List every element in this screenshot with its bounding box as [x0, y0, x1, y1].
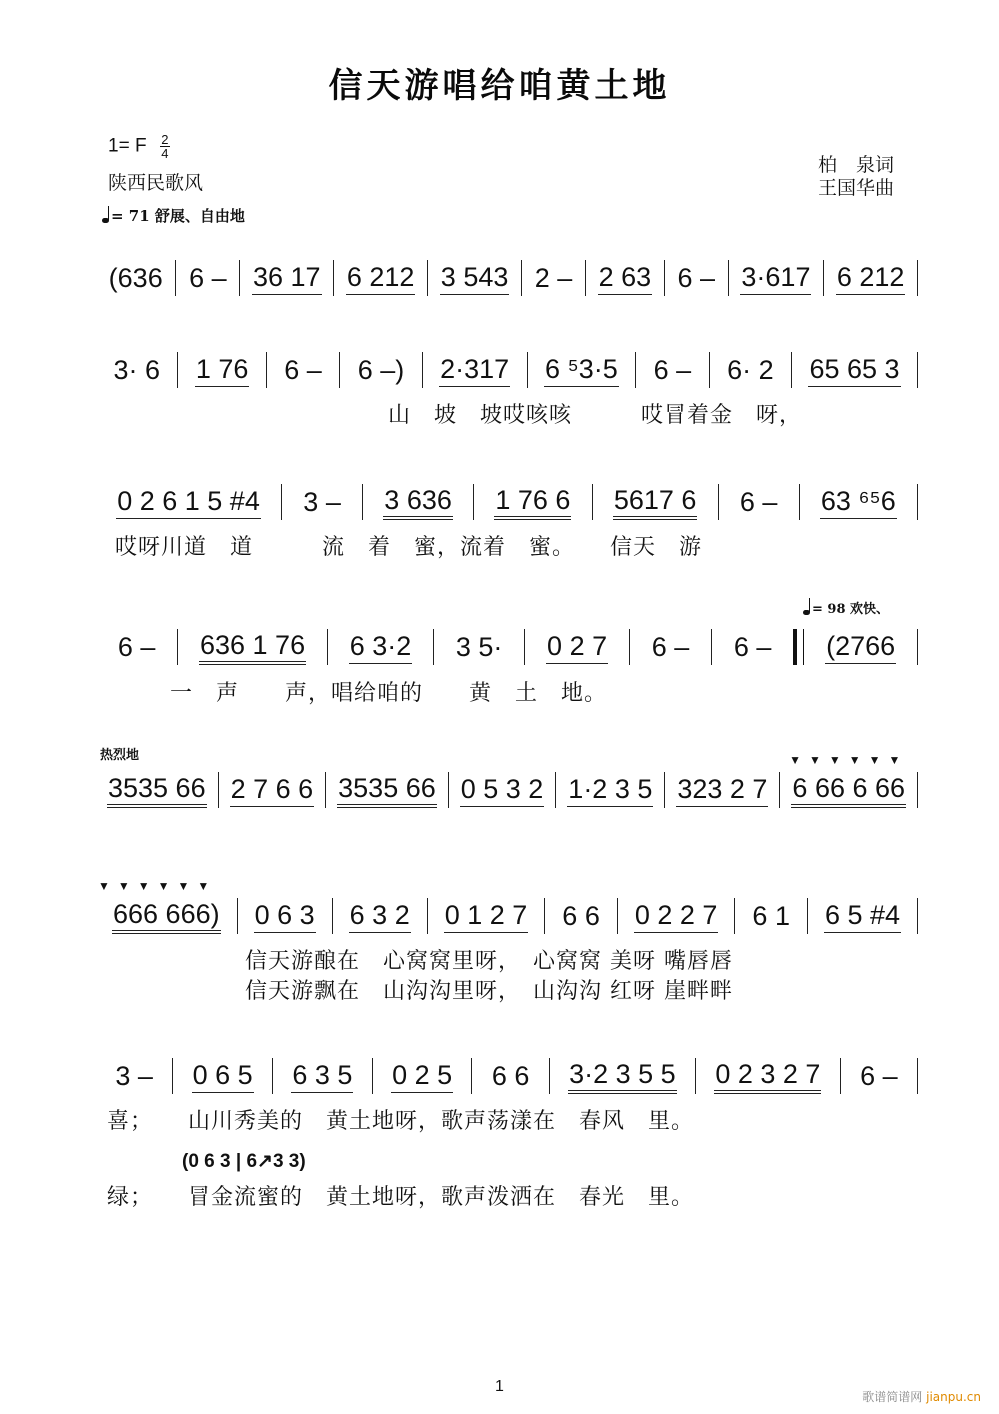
style-label: 陕西民歌风 [108, 173, 204, 194]
measure: 6 3 2 [333, 900, 427, 933]
measure: 6 3·2 [328, 631, 433, 664]
measure: 5617 6 [593, 485, 718, 520]
lyrics-line-7-verse-1: 喜； 山川秀美的 黄土地呀，歌声荡漾在 春风 里。 [107, 1109, 695, 1134]
key-signature [108, 133, 170, 160]
staff-line-4 [96, 627, 918, 667]
measure: 3 – [303, 486, 341, 517]
measure: 323 2 7 [665, 774, 779, 807]
measure: 6 5 #4 [808, 900, 917, 933]
page-number: 1 [495, 1378, 504, 1395]
measure: 6 1 [752, 900, 790, 931]
lyrics-line-3: 哎呀川道 道 流 着 蜜，流着 蜜。 信天 游 [115, 535, 703, 560]
song-title: 信天游唱给咱黄土地 [328, 66, 671, 106]
tempo-marking-2-cont: 热烈地 [100, 748, 140, 763]
measure: 0 2 2 7 [618, 900, 735, 933]
measure: 0 6 5 [173, 1060, 272, 1093]
tempo-marking-1: = 71 舒展、自由地 [102, 205, 245, 226]
measure: 0 2 7 [525, 631, 629, 664]
measure: 2·317 [423, 354, 527, 387]
measure: 6 – [117, 631, 156, 662]
measure: 3·617 [729, 262, 823, 295]
measure: 6 – [653, 354, 692, 385]
measure: 6 – [739, 486, 778, 517]
measure: 63 ⁶⁵6 [800, 486, 917, 519]
measure: 6 – [189, 262, 227, 293]
measure: 1 76 [178, 354, 265, 387]
staff-line-1 [96, 258, 918, 298]
measure: 3535 66 [326, 773, 448, 808]
measure: 6 6 [491, 1060, 530, 1091]
staff-line-6 [96, 878, 918, 936]
repeat-barline [793, 629, 804, 665]
composer: 王国华曲 [818, 178, 895, 199]
key-label: 1= F [108, 135, 147, 157]
staff-line-7 [96, 1056, 918, 1096]
lyricist: 柏 泉词 [818, 155, 895, 176]
measure: 6 6 [562, 900, 600, 931]
measure: 2 7 6 6 [219, 774, 326, 807]
measure: 3·2 3 5 5 [550, 1059, 695, 1094]
measure: 636 1 76 [178, 630, 327, 665]
measure: 6 3 5 [273, 1060, 372, 1093]
staff-line-2 [96, 350, 918, 390]
measure: 36 17 [240, 262, 333, 295]
measure: ▼▼▼▼▼▼ 6 66 6 66 [780, 773, 917, 808]
measure: 65 65 3 [792, 354, 917, 387]
measure: 6 – [860, 1060, 898, 1091]
measure: 6 – [284, 354, 322, 385]
measure: 2 – [534, 262, 573, 293]
measure: (636 [108, 262, 163, 293]
measure: 6 – [677, 262, 716, 293]
lyrics-line-6-verse-1: 信天游酿在 心窝窝里呀， 心窝窝 美呀 嘴唇唇 [245, 949, 733, 974]
measure: 3 – [115, 1060, 153, 1091]
measure: 3 543 [428, 262, 521, 295]
measure: 2 63 [586, 262, 664, 295]
measure: 1·2 3 5 [556, 774, 664, 807]
lyrics-line-7-verse-2: 绿； 冒金流蜜的 黄土地呀，歌声泼洒在 春光 里。 [107, 1185, 695, 1210]
half-note-icon [803, 610, 810, 615]
measure: 3535 66 [96, 773, 218, 808]
watermark: 歌谱简谱网 jianpu.cn [862, 1390, 981, 1404]
measure: 0 5 3 2 [449, 774, 556, 807]
measure: 6 ⁵3·5 [528, 354, 636, 387]
measure: 6 – [733, 631, 772, 662]
lyrics-line-4: 一 声 声，唱给咱的 黄 土 地。 [170, 681, 608, 706]
measure: 6 212 [824, 262, 917, 295]
staff-line-3 [96, 482, 918, 522]
half-note-icon [102, 218, 109, 223]
accent-marks: ▼▼▼▼▼▼ [98, 878, 218, 893]
measure: 6· 2 [727, 354, 774, 385]
measure: 6 212 [334, 262, 427, 295]
lyrics-line-2: 山 坡 坡哎咳咳 哎冒着金 呀， [388, 403, 803, 428]
measure: 3 636 [363, 485, 473, 520]
measure: 0 2 5 [373, 1060, 472, 1093]
time-signature: $\frac{2}{4}$ [161, 132, 169, 161]
measure: 0 6 3 [238, 900, 332, 933]
lyrics-line-6-verse-2: 信天游飘在 山沟沟里呀， 山沟沟 红呀 崖畔畔 [245, 979, 733, 1004]
measure: 0 1 2 7 [428, 900, 545, 933]
measure: 3· 6 [113, 354, 160, 385]
tempo-marking-2: = 98 欢快、 [803, 598, 889, 617]
measure: 6 –) [357, 354, 405, 385]
measure: 6 – [651, 631, 690, 662]
measure: 0 2 3 2 7 [696, 1059, 840, 1094]
accent-marks: ▼▼▼▼▼▼ [789, 752, 909, 767]
measure: 1 76 6 [474, 485, 592, 520]
measure: 0 2 6 1 5 #4 [96, 486, 281, 519]
measure: (2766 [804, 631, 917, 664]
interlude-notation: (0 6 3 | 6↗3 3) [182, 1151, 306, 1172]
measure: ▼▼▼▼▼▼ 666 666) [96, 899, 237, 934]
measure: 3 5· [455, 631, 503, 662]
